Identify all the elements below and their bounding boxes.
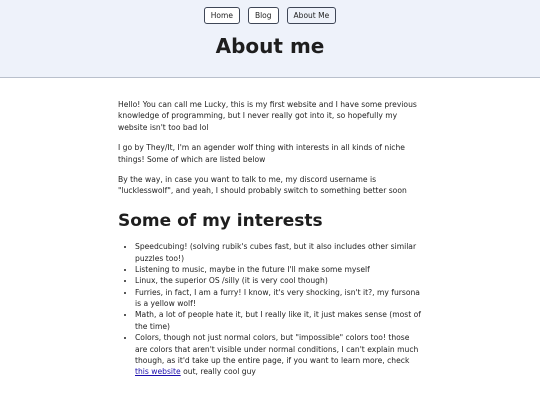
list-item: • Furries, in fact, I am a furry! I know, it's very shocking, isn't it?, my fursona is a yellow wolf! [135,287,423,310]
interests-heading: Some of my interests [118,210,323,231]
nav-about-button[interactable]: About Me [287,7,337,24]
intro-paragraph-1: Hello! You can call me Lucky, this is my first website and I have some previous knowledge of programming, but I never really got into it, so hopefully my website isn't too bad lol [118,100,417,132]
page-title: About me [215,34,325,58]
main-content [118,99,423,378]
list-item: • Math, a lot of people hate it, but I really like it, it just makes sense (most of the time) [135,309,423,332]
nav-home-button[interactable]: Home [204,7,240,24]
colors-website-link[interactable]: this website [135,367,181,377]
page-header [0,0,540,78]
list-item: • Speedcubing! (solving rubik's cubes fast, but it also includes other similar puzzles too!) [135,241,423,264]
list-item: • Linux, the superior OS /silly (it is very cool though) [135,275,423,286]
nav-blog-button[interactable]: Blog [248,7,279,24]
intro-paragraph-2: I go by They/It, I'm an agender wolf thing with interests in all kinds of niche things! Some of which are listed below [118,143,405,164]
list-item-colors [135,332,423,378]
intro-paragraph-3: By the way, in case you want to talk to me, my discord username is "lucklesswolf", and yeah, I should probably switch to something better soon [118,174,407,196]
top-nav [0,7,540,24]
list-item: • Listening to music, maybe in the future I'll make some myself [135,264,423,275]
interests-list [118,241,423,378]
colors-text-before: Colors, though not just normal colors, but "impossible" colors too! those are colors that aren't visible under normal conditions, I can't explain much though, as it'd take up the entire page, if you want to learn more, check [135,333,419,366]
colors-text-after: out, really cool guy [180,367,256,377]
